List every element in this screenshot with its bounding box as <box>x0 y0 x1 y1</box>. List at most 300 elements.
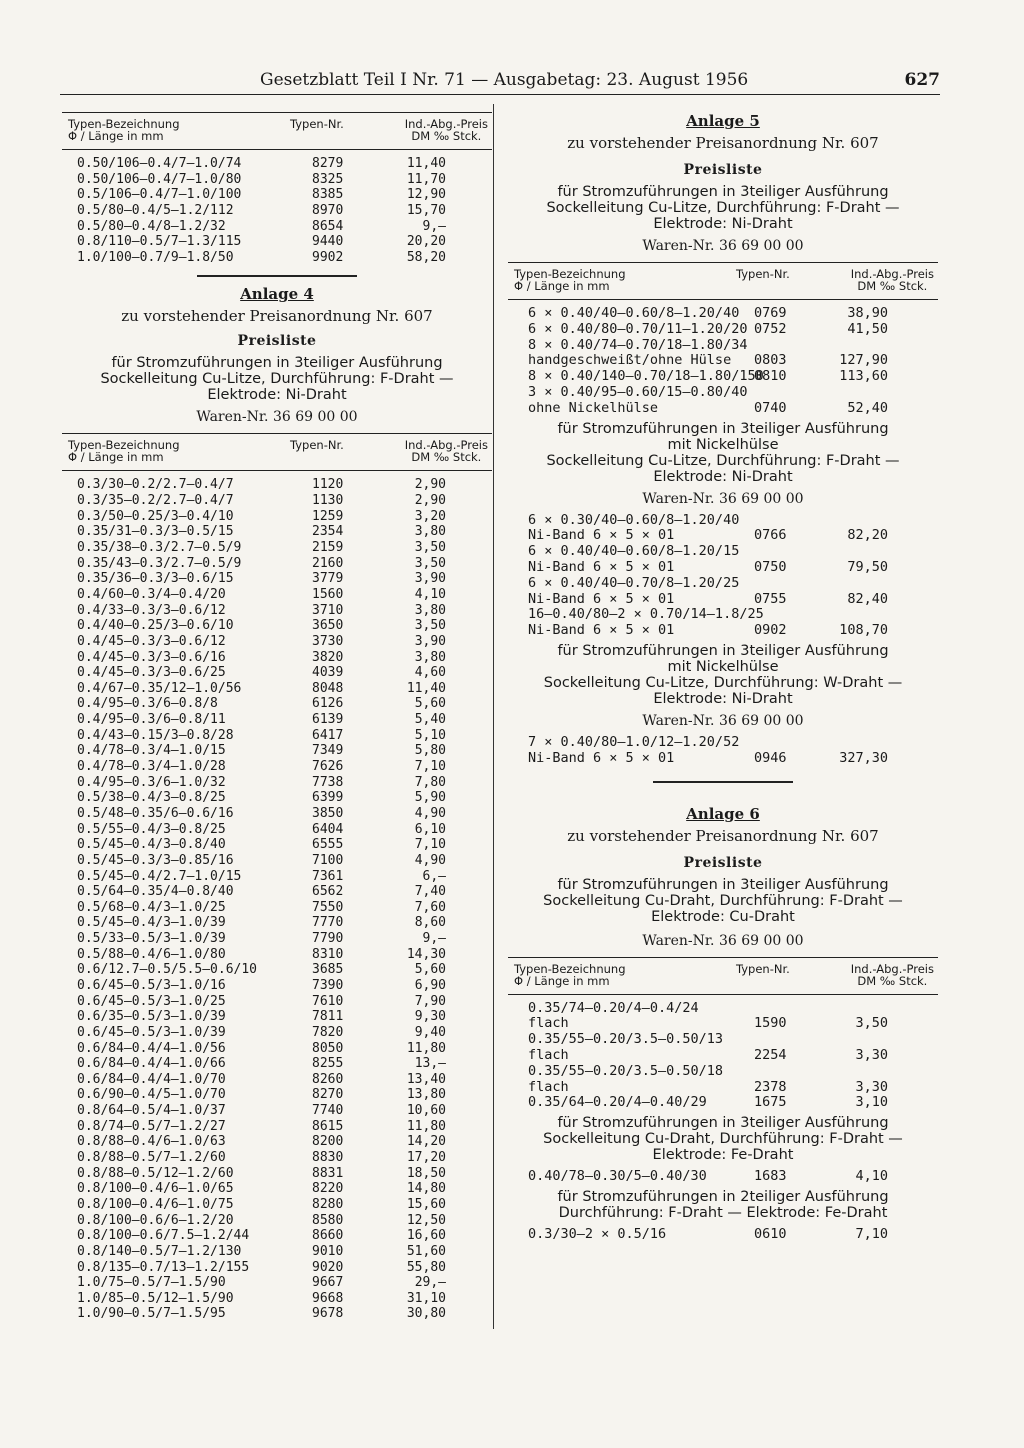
type-number: 8220 <box>312 1181 344 1197</box>
type-designation: flach <box>528 1078 569 1095</box>
type-number: 7626 <box>312 759 344 775</box>
table-row <box>508 1064 938 1080</box>
right-column <box>508 112 938 1243</box>
price: 3,50 <box>414 540 446 556</box>
column-divider <box>493 104 494 1329</box>
type-designation: 0.4/67—0.35/12—1.0/56 <box>77 680 242 696</box>
table-row <box>62 712 492 728</box>
type-designation: 0.8/100—0.4/6—1.0/65 <box>77 1181 234 1197</box>
type-designation: 3 × 0.40/95—0.60/15—0.80/40 <box>528 383 748 400</box>
type-number: 0755 <box>754 590 787 607</box>
price: 6,— <box>422 868 446 884</box>
price: 82,20 <box>847 527 888 544</box>
price: 16,60 <box>406 1228 446 1244</box>
page-number: 627 <box>904 70 940 90</box>
type-number: 8325 <box>312 171 344 187</box>
table-row <box>508 544 938 560</box>
table-row <box>62 665 492 681</box>
type-designation: 0.35/38—0.3/2.7—0.5/9 <box>77 540 242 556</box>
table-row <box>62 822 492 838</box>
type-number: 6555 <box>312 837 344 853</box>
type-number: 7790 <box>312 931 344 947</box>
type-number: 8280 <box>312 1196 344 1212</box>
price: 18,50 <box>406 1165 446 1181</box>
table-row <box>508 385 938 401</box>
price: 4,90 <box>414 805 446 821</box>
table-row <box>62 884 492 900</box>
price: 3,80 <box>414 524 446 540</box>
price: 38,90 <box>847 305 888 321</box>
type-designation: 7 × 0.40/80—1.0/12—1.20/52 <box>528 733 740 750</box>
table-row <box>62 837 492 853</box>
type-designation: 0.35/31—0.3/3—0.5/15 <box>77 524 234 540</box>
type-designation: 0.50/106—0.4/7—1.0/80 <box>77 171 242 187</box>
price: 13,40 <box>406 1071 446 1087</box>
table-row <box>62 493 492 509</box>
type-number: 0946 <box>754 749 787 766</box>
subsection: für Stromzuführungen in 3teiliger Ausführung Sockelleitung Cu-Draht, Durchführung: F-Draht — Elektrode: Fe-Draht <box>543 1115 903 1164</box>
table-row <box>62 603 492 619</box>
table-row <box>62 477 492 493</box>
table-row <box>62 234 492 250</box>
type-designation: Ni-Band 6 × 5 × 01 <box>528 558 675 575</box>
price: 14,30 <box>406 946 446 962</box>
type-designation: Ni-Band 6 × 5 × 01 <box>528 622 675 639</box>
table-row <box>62 1166 492 1182</box>
price: 7,10 <box>414 759 446 775</box>
table-row <box>508 592 938 608</box>
type-number: 3730 <box>312 633 344 649</box>
type-designation: 0.5/80—0.4/8—1.2/32 <box>77 218 226 234</box>
price: 15,60 <box>406 1196 446 1212</box>
type-designation: 0.6/84—0.4/4—1.0/66 <box>77 1056 226 1072</box>
table-row <box>508 338 938 354</box>
type-number: 8048 <box>312 680 344 696</box>
price: 7,60 <box>414 899 446 915</box>
price: 55,80 <box>406 1259 446 1275</box>
type-designation: 0.5/45—0.4/3—1.0/39 <box>77 915 226 931</box>
type-designation: 0.4/95—0.3/6—0.8/11 <box>77 712 226 728</box>
price: 8,60 <box>414 915 446 931</box>
price: 6,10 <box>414 821 446 837</box>
price: 14,80 <box>406 1181 446 1197</box>
type-number: 8255 <box>312 1056 344 1072</box>
type-number: 7390 <box>312 977 344 993</box>
table-row <box>62 571 492 587</box>
price-table-2 <box>62 471 492 1322</box>
type-designation: 1.0/85—0.5/12—1.5/90 <box>77 1290 234 1306</box>
type-designation: 0.5/80—0.4/5—1.2/112 <box>77 202 234 218</box>
price: 82,40 <box>847 590 888 607</box>
table-row <box>508 322 938 338</box>
table-row <box>62 947 492 963</box>
type-number: 8660 <box>312 1228 344 1244</box>
type-designation: handgeschweißt/ohne Hülse <box>528 352 732 369</box>
price: 3,90 <box>414 571 446 587</box>
type-designation: 6 × 0.30/40—0.60/8—1.20/40 <box>528 511 740 528</box>
type-designation: 0.5/45—0.4/2.7—1.0/15 <box>77 868 242 884</box>
table-header: Typen-Bezeichnung Φ / Länge in mm Typen-Nr. Ind.-Abg.-Preis DM ‰ Stck. <box>62 433 492 471</box>
table-row <box>508 560 938 576</box>
type-designation: 0.5/48—0.35/6—0.6/16 <box>77 805 234 821</box>
type-designation: 0.8/100—0.6/6—1.2/20 <box>77 1212 234 1228</box>
type-number: 9020 <box>312 1259 344 1275</box>
table-row <box>62 156 492 172</box>
type-number: 8580 <box>312 1212 344 1228</box>
type-designation: Ni-Band 6 × 5 × 01 <box>528 527 675 544</box>
type-number: 1130 <box>312 493 344 509</box>
type-number: 9667 <box>312 1275 344 1291</box>
price: 9,30 <box>414 1009 446 1025</box>
table-row <box>62 962 492 978</box>
subsection: für Stromzuführungen in 3teiliger Ausführung mit Nickelhülse Sockelleitung Cu-Litze, Durchführung: W-Draht — Elektrode: Ni-Draht Waren-Nr. 36 69 00 00 <box>543 642 903 729</box>
section-title: Anlage 5 <box>686 112 760 130</box>
type-number: 9902 <box>312 249 344 265</box>
table-row <box>62 1009 492 1025</box>
type-number: 6399 <box>312 790 344 806</box>
table-row <box>508 1095 938 1111</box>
table-row <box>508 528 938 544</box>
type-designation: 0.5/55—0.4/3—0.8/25 <box>77 821 226 837</box>
table-row <box>62 509 492 525</box>
price: 51,60 <box>406 1243 446 1259</box>
type-designation: 0.35/43—0.3/2.7—0.5/9 <box>77 555 242 571</box>
type-designation: 0.4/95—0.3/6—1.0/32 <box>77 774 226 790</box>
type-designation: 0.3/30—2 × 0.5/16 <box>528 1225 667 1242</box>
table-row <box>62 203 492 219</box>
type-designation: 1.0/90—0.5/7—1.5/95 <box>77 1306 226 1322</box>
price: 15,70 <box>406 202 446 218</box>
type-number: 9440 <box>312 234 344 250</box>
table-row <box>62 1025 492 1041</box>
type-designation: ohne Nickelhülse <box>528 399 659 416</box>
table-row <box>62 1041 492 1057</box>
table-row <box>62 1228 492 1244</box>
price: 41,50 <box>847 320 888 337</box>
price: 4,10 <box>855 1168 888 1185</box>
type-designation: 0.6/90—0.4/5—1.0/70 <box>77 1087 226 1103</box>
type-designation: 0.4/45—0.3/3—0.6/25 <box>77 665 226 681</box>
type-number: 1120 <box>312 477 344 493</box>
type-designation: 0.6/35—0.5/3—1.0/39 <box>77 1009 226 1025</box>
type-number: 6126 <box>312 696 344 712</box>
table-row <box>62 618 492 634</box>
type-number: 0610 <box>754 1225 787 1242</box>
price: 3,10 <box>855 1094 888 1111</box>
type-designation: 0.5/33—0.5/3—1.0/39 <box>77 931 226 947</box>
type-designation: 16—0.40/80—2 × 0.70/14—1.8/25 <box>528 606 764 623</box>
type-number: 8654 <box>312 218 344 234</box>
type-number: 8830 <box>312 1150 344 1166</box>
table-row <box>62 1291 492 1307</box>
type-designation: 0.3/35—0.2/2.7—0.4/7 <box>77 493 234 509</box>
type-designation: 0.5/45—0.4/3—0.8/40 <box>77 837 226 853</box>
table-row <box>62 1103 492 1119</box>
table-row <box>508 1032 938 1048</box>
price: 127,90 <box>839 352 888 369</box>
type-designation: 0.5/106—0.4/7—1.0/100 <box>77 187 242 203</box>
type-number: 6404 <box>312 821 344 837</box>
table-row <box>62 869 492 885</box>
type-number: 8279 <box>312 156 344 171</box>
price: 12,50 <box>406 1212 446 1228</box>
type-number: 7349 <box>312 743 344 759</box>
type-designation: 0.3/30—0.2/2.7—0.4/7 <box>77 477 234 493</box>
price: 2,90 <box>414 477 446 493</box>
price-table-1 <box>62 150 492 265</box>
type-number: 8270 <box>312 1087 344 1103</box>
table-row <box>62 556 492 572</box>
section-title: Anlage 6 <box>686 804 760 823</box>
price: 7,90 <box>414 993 446 1009</box>
type-number: 1683 <box>754 1168 787 1185</box>
price: 29,— <box>414 1275 446 1291</box>
type-number: 7820 <box>312 1024 344 1040</box>
type-number: 7738 <box>312 774 344 790</box>
table-row <box>508 607 938 623</box>
type-number: 9678 <box>312 1306 344 1322</box>
type-number: 7770 <box>312 915 344 931</box>
table-row <box>62 994 492 1010</box>
type-designation: 0.6/45—0.5/3—1.0/25 <box>77 993 226 1009</box>
price: 79,50 <box>847 558 888 575</box>
price: 3,50 <box>414 555 446 571</box>
price-table-8 <box>508 1221 938 1243</box>
table-row <box>62 1306 492 1322</box>
table-row <box>62 587 492 603</box>
subsection: für Stromzuführungen in 2teiliger Ausführung Durchführung: F-Draht — Elektrode: Fe-Draht <box>557 1188 889 1221</box>
type-designation: 0.35/74—0.20/4—0.4/24 <box>528 999 699 1016</box>
price: 7,80 <box>414 774 446 790</box>
type-number: 0752 <box>754 320 787 337</box>
section-divider <box>653 781 793 783</box>
price: 3,50 <box>855 1015 888 1032</box>
type-designation: 0.4/40—0.25/3—0.6/10 <box>77 618 234 634</box>
type-number: 2378 <box>754 1078 787 1095</box>
price: 327,30 <box>839 749 888 766</box>
price: 5,90 <box>414 790 446 806</box>
table-row <box>62 1150 492 1166</box>
table-row <box>508 353 938 369</box>
type-designation: 0.8/100—0.4/6—1.0/75 <box>77 1196 234 1212</box>
type-number: 2254 <box>754 1046 787 1063</box>
price: 3,50 <box>414 618 446 634</box>
table-row <box>62 853 492 869</box>
price: 3,90 <box>414 633 446 649</box>
type-number: 7550 <box>312 899 344 915</box>
type-designation: 0.3/50—0.25/3—0.4/10 <box>77 508 234 524</box>
type-number: 0750 <box>754 558 787 575</box>
type-number: 7740 <box>312 1103 344 1119</box>
type-number: 8831 <box>312 1165 344 1181</box>
anlage5-section: Anlage 5 zu vorstehender Preisanordnung Nr. 607 Preisliste für Stromzuführungen in 3teiliger Ausführung Sockelleitung Cu-Litze, Durchführung: F-Draht — Elektrode: Ni-Draht Waren-Nr. 36 69 00 00 <box>508 112 938 254</box>
type-designation: 0.4/95—0.3/6—0.8/8 <box>77 696 218 712</box>
table-row <box>508 369 938 385</box>
price: 9,— <box>422 218 446 234</box>
price: 12,90 <box>406 187 446 203</box>
type-designation: 6 × 0.40/40—0.60/8—1.20/40 <box>528 305 740 321</box>
type-designation: 0.8/110—0.5/7—1.3/115 <box>77 234 242 250</box>
type-number: 8310 <box>312 946 344 962</box>
type-designation: 0.6/12.7—0.5/5.5—0.6/10 <box>77 962 258 978</box>
type-number: 8050 <box>312 1040 344 1056</box>
type-designation: 0.8/88—0.5/7—1.2/60 <box>77 1150 226 1166</box>
table-row <box>508 735 938 751</box>
type-number: 6417 <box>312 727 344 743</box>
price: 11,80 <box>406 1118 446 1134</box>
type-number: 7361 <box>312 868 344 884</box>
price: 5,10 <box>414 727 446 743</box>
table-row <box>508 623 938 639</box>
table-row <box>62 1087 492 1103</box>
price: 14,20 <box>406 1134 446 1150</box>
type-designation: 0.4/45—0.3/3—0.6/12 <box>77 633 226 649</box>
table-row <box>62 1072 492 1088</box>
type-number: 0766 <box>754 527 787 544</box>
type-number: 7100 <box>312 852 344 868</box>
type-designation: 0.5/38—0.4/3—0.8/25 <box>77 790 226 806</box>
table-row <box>62 634 492 650</box>
price: 13,— <box>414 1056 446 1072</box>
type-designation: 0.5/64—0.35/4—0.8/40 <box>77 884 234 900</box>
table-row <box>62 759 492 775</box>
type-number: 9010 <box>312 1243 344 1259</box>
type-designation: 0.6/45—0.5/3—1.0/39 <box>77 1024 226 1040</box>
section-title: Anlage 4 <box>240 285 314 304</box>
type-designation: 0.35/55—0.20/3.5—0.50/13 <box>528 1031 724 1048</box>
table-row <box>62 250 492 266</box>
price: 3,30 <box>855 1046 888 1063</box>
type-number: 1560 <box>312 586 344 602</box>
anlage6-section: Anlage 6 zu vorstehender Preisanordnung Nr. 607 Preisliste für Stromzuführungen in 3teiliger Ausführung Sockelleitung Cu-Draht, Durchführung: F-Draht — Elektrode: Cu-Draht Waren-Nr. 36 69 00 00 <box>508 805 938 949</box>
table-row <box>62 681 492 697</box>
price: 9,40 <box>414 1024 446 1040</box>
type-designation: 8 × 0.40/140—0.70/18—1.80/150 <box>528 368 764 385</box>
section-divider <box>197 275 357 277</box>
type-designation: 0.5/45—0.3/3—0.85/16 <box>77 852 234 868</box>
type-number: 2159 <box>312 540 344 556</box>
price: 4,90 <box>414 852 446 868</box>
left-column <box>62 112 492 1322</box>
table-row <box>62 915 492 931</box>
table-header: Typen-Bezeichnung Φ / Länge in mm Typen-Nr. Ind.-Abg.-Preis DM ‰ Stck. <box>508 957 938 995</box>
type-number: 0810 <box>754 368 787 385</box>
type-number: 0769 <box>754 305 787 321</box>
table-row <box>508 1080 938 1096</box>
type-designation: 0.8/100—0.6/7.5—1.2/44 <box>77 1228 250 1244</box>
price: 6,90 <box>414 977 446 993</box>
table-row <box>62 1119 492 1135</box>
table-row <box>508 1016 938 1032</box>
price: 5,60 <box>414 962 446 978</box>
type-designation: 0.5/88—0.4/6—1.0/80 <box>77 946 226 962</box>
price: 3,80 <box>414 649 446 665</box>
type-designation: 0.35/64—0.20/4—0.40/29 <box>528 1094 707 1111</box>
type-designation: 0.4/33—0.3/3—0.6/12 <box>77 602 226 618</box>
type-number: 1590 <box>754 1015 787 1032</box>
table-row <box>62 187 492 203</box>
type-number: 3710 <box>312 602 344 618</box>
page-title: Gesetzblatt Teil I Nr. 71 — Ausgabetag: 23. August 1956 <box>260 70 749 90</box>
type-number: 6562 <box>312 884 344 900</box>
price: 17,20 <box>406 1150 446 1166</box>
table-row <box>62 1213 492 1229</box>
type-designation: Ni-Band 6 × 5 × 01 <box>528 749 675 766</box>
anlage4-section: Anlage 4 zu vorstehender Preisanordnung Nr. 607 Preisliste für Stromzuführungen in 3teiliger Ausführung Sockelleitung Cu-Litze, Durchführung: F-Draht — Elektrode: Ni-Draht Waren-Nr. 36 69 00 00 <box>62 285 492 425</box>
price-table-4 <box>508 507 938 639</box>
price: 7,10 <box>414 837 446 853</box>
table-row <box>508 751 938 767</box>
price-table-5 <box>508 729 938 767</box>
table-row <box>62 696 492 712</box>
price-table-3 <box>508 300 938 417</box>
type-number: 3820 <box>312 649 344 665</box>
table-row <box>62 1275 492 1291</box>
type-designation: 0.4/45—0.3/3—0.6/16 <box>77 649 226 665</box>
price: 2,90 <box>414 493 446 509</box>
table-row <box>62 1181 492 1197</box>
table-row <box>508 401 938 417</box>
table-row <box>62 1260 492 1276</box>
table-row <box>62 978 492 994</box>
price: 13,80 <box>406 1087 446 1103</box>
table-row <box>508 513 938 529</box>
type-designation: 0.40/78—0.30/5—0.40/30 <box>528 1168 707 1185</box>
type-designation: 0.35/55—0.20/3.5—0.50/18 <box>528 1062 724 1079</box>
price: 11,70 <box>406 171 446 187</box>
type-designation: 0.35/36—0.3/3—0.6/15 <box>77 571 234 587</box>
type-designation: flach <box>528 1046 569 1063</box>
type-number: 7811 <box>312 1009 344 1025</box>
type-designation: 0.6/45—0.5/3—1.0/16 <box>77 977 226 993</box>
table-row <box>508 1227 938 1243</box>
type-designation: 0.4/78—0.3/4—1.0/28 <box>77 759 226 775</box>
type-number: 1675 <box>754 1094 787 1111</box>
type-number: 9668 <box>312 1290 344 1306</box>
table-row <box>62 931 492 947</box>
table-row <box>62 728 492 744</box>
type-number: 0902 <box>754 622 787 639</box>
type-designation: flach <box>528 1015 569 1032</box>
type-designation: 0.4/60—0.3/4—0.4/20 <box>77 586 226 602</box>
price: 30,80 <box>406 1306 446 1322</box>
price: 3,80 <box>414 602 446 618</box>
table-row <box>62 806 492 822</box>
type-number: 2160 <box>312 555 344 571</box>
type-designation: 6 × 0.40/80—0.70/11—1.20/20 <box>528 320 748 337</box>
price: 108,70 <box>839 622 888 639</box>
type-number: 8200 <box>312 1134 344 1150</box>
table-row <box>62 1134 492 1150</box>
type-number: 8260 <box>312 1071 344 1087</box>
type-designation: 0.6/84—0.4/4—1.0/70 <box>77 1071 226 1087</box>
table-row <box>62 524 492 540</box>
type-designation: 0.8/135—0.7/13—1.2/155 <box>77 1259 250 1275</box>
table-row <box>508 1048 938 1064</box>
type-number: 0803 <box>754 352 787 369</box>
type-number: 3779 <box>312 571 344 587</box>
type-number: 6139 <box>312 712 344 728</box>
type-number: 3685 <box>312 962 344 978</box>
table-row <box>62 1197 492 1213</box>
table-header: Typen-Bezeichnung Φ / Länge in mm Typen-Nr. Ind.-Abg.-Preis DM ‰ Stck. <box>508 262 938 300</box>
type-designation: 8 × 0.40/74—0.70/18—1.80/34 <box>528 336 748 353</box>
price: 7,40 <box>414 884 446 900</box>
price: 4,60 <box>414 665 446 681</box>
price: 113,60 <box>839 368 888 385</box>
type-designation: 0.4/43—0.15/3—0.8/28 <box>77 727 234 743</box>
price: 11,40 <box>406 156 446 171</box>
